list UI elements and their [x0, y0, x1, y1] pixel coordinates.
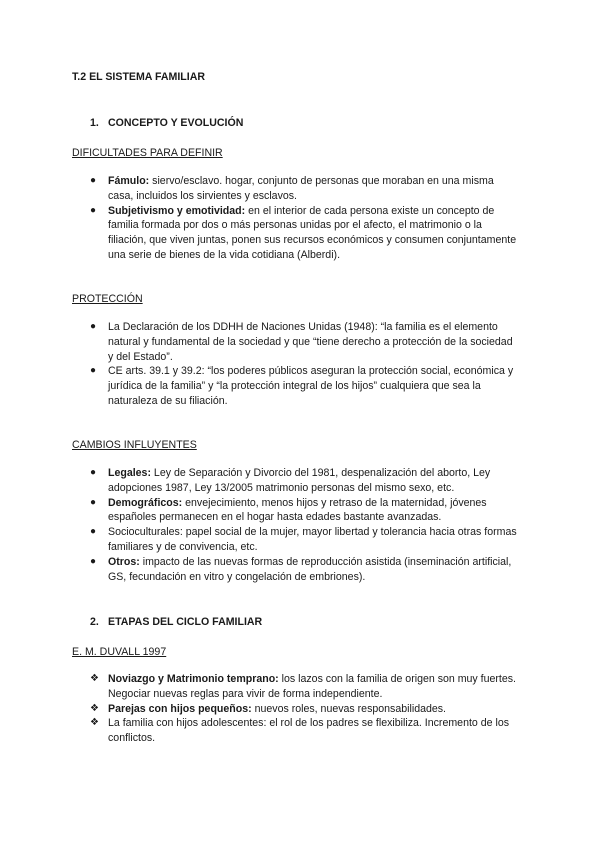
list-item: ● La Declaración de los DDHH de Naciones Unidas (1948): “la familia es el elemento natural y fundamental de la sociedad y que “tiene derecho a protección de la sociedad y del Estado”. [90, 321, 513, 363]
bullet-icon: ● [90, 496, 97, 508]
list-item: ❖ Parejas con hijos pequeños: nuevos roles, nuevas responsabilidades. [90, 702, 446, 715]
subheading-dificultades: DIFICULTADES PARA DEFINIR [72, 147, 223, 159]
section-1-heading [90, 116, 243, 131]
section-2-heading [90, 615, 262, 630]
subheading-proteccion: PROTECCIÓN [72, 293, 143, 305]
bullet-icon: ● [90, 365, 97, 377]
subheading-cambios: CAMBIOS INFLUYENTES [72, 439, 197, 451]
list-item: ● CE arts. 39.1 y 39.2: “los poderes públicos aseguran la protección social, económica y jurídica de la familia” y “la protección integral de los hijos” cualquiera que sea la naturaleza de su filiación. [90, 365, 514, 407]
list-proteccion [90, 320, 520, 409]
section-1-title: CONCEPTO Y EVOLUCIÓN [108, 117, 244, 129]
section-2-number: 2. [90, 616, 99, 628]
list-duvall [90, 672, 520, 746]
list-item: ● Socioculturales: papel social de la mujer, mayor libertad y tolerancia hacia otras formas familiares y de convivencia, etc. [90, 526, 517, 553]
list-item: ❖ La familia con hijos adolescentes: el rol de los padres se flexibiliza. Incremento de los conflictos. [90, 717, 510, 745]
bullet-icon: ● [90, 467, 97, 478]
list-item: ❖ Noviazgo y Matrimonio temprano: los lazos con la familia de origen son muy fuertes. Negociar nuevas reglas para vivir de forma independiente. [90, 673, 517, 700]
list-item: ● Legales: Ley de Separación y Divorcio del 1981, despenalización del aborto, Ley adopciones 1987, Ley 13/2005 matrimonio personas del mismo sexo, etc. [90, 467, 491, 494]
bullet-icon: ● [90, 555, 97, 567]
bullet-icon: ● [90, 175, 97, 186]
list-item: ● Subjetivismo y emotividad: en el interior de cada persona existe un concepto de familia formada por dos o más personas unidas por el afecto, el matrimonio o la filiación, que viven juntas, ponen sus recursos económicos y consumen conjuntamente una serie de bienes de la vida cotidiana (Alberdi). [90, 204, 517, 261]
document-title: T.2 EL SISTEMA FAMILIAR [72, 71, 206, 83]
list-cambios [90, 466, 520, 584]
list-item: ● Fámulo: siervo/esclavo. hogar, conjunto de personas que moraban en una misma casa, incluidos los sirvientes y esclavos. [90, 175, 494, 202]
bullet-icon: ● [90, 204, 97, 216]
bullet-icon: ● [90, 526, 97, 538]
subheading-duvall: E. M. DUVALL 1997 [72, 646, 167, 658]
section-2-title: ETAPAS DEL CICLO FAMILIAR [108, 616, 263, 628]
bullet-icon: ● [90, 321, 97, 332]
diamond-bullet-icon: ❖ [90, 717, 99, 729]
list-item: ● Otros: impacto de las nuevas formas de reproducción asistida (inseminación artificial, GS, fecundación en vitro y congelación de embriones). [90, 555, 512, 583]
diamond-bullet-icon: ❖ [90, 702, 99, 714]
list-dificultades [90, 174, 520, 263]
diamond-bullet-icon: ❖ [90, 673, 99, 684]
list-item: ● Demográficos: envejecimiento, menos hijos y retraso de la maternidad, jóvenes españoles permanecen en el hogar hasta edades bastante avanzadas. [90, 496, 487, 524]
section-1-number: 1. [90, 117, 99, 129]
